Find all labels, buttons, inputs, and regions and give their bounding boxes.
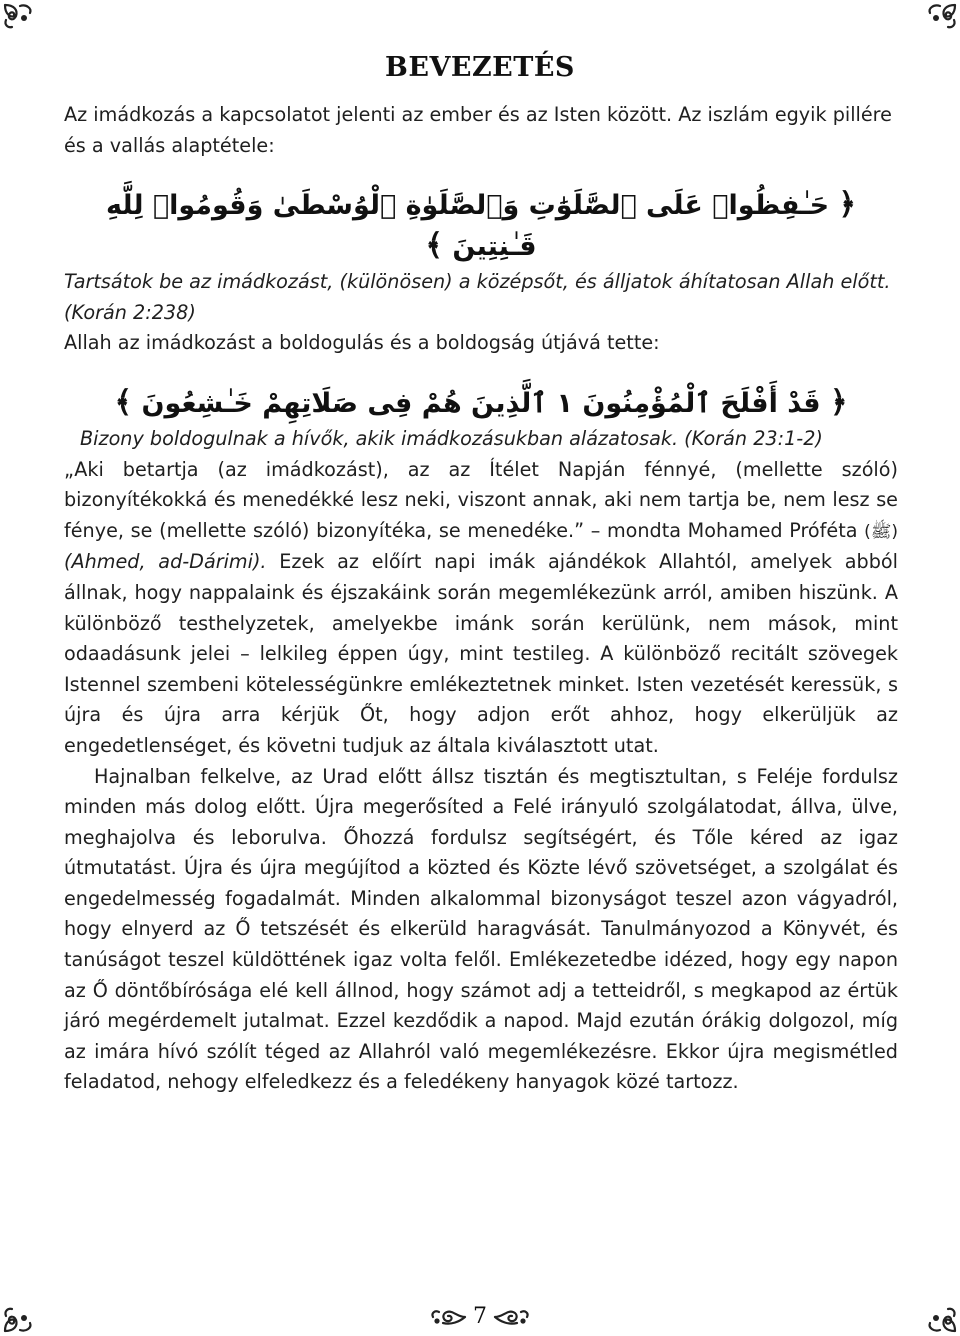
paragraph: Allah az imádkozást a boldogulás és a boldogság útjává tette: xyxy=(64,331,660,355)
paragraph: Hajnalban felkelve, az Urad előtt állsz tisztán és megtisztultan, s Feléje fordulsz minden más dolog előtt. Újra megerősíted a Felé irányuló szolgálatodat, állva, ülve, meghajolva és leborulva. Őhozzá fordulsz segítségért, és Tőle kéred az igaz útmutatást. Újra és újra megújítod a közted és Közte lévő szövetséget, a szolgálat és engedelmesség fogadalmát. Minden alkalommal bizonyságot teszel azon vágyadról, hogy elnyerd az Ő tetszését és elkerüld haragvását. Tanulmányozod a Könyvét, és tanúságot teszel küldöttének igaz volta felől. Emlékezetedbe idézed, hogy egy napon az Ő döntőbírósága elé kell állnod, hogy számot adj a tetteidről, s megkapod az értük járó megérdemelt jutalmat. Ezzel kezdődik a napod. Majd ezután órákig dolgozol, míg az imára hívó szólít téged az Allahról való megemlékezésre. Ekkor újra megismétled feladatod, nehogy elfeledkezz és a feledékeny hanyagok közé tartozz. xyxy=(64,764,898,1094)
verse-open-bracket: ﴿ xyxy=(829,384,848,420)
verse-open-bracket: ﴿ xyxy=(838,187,857,223)
verse-translation: Bizony boldogulnak a hívők, akik imádkozásukban alázatosak. (Korán 23:1-2) xyxy=(80,426,823,450)
page-number: 7 xyxy=(473,1304,487,1329)
intro-paragraph: Az imádkozás a kapcsolatot jelenti az ember és az Isten között. Az iszlám egyik pillére és a vallás alaptétele: xyxy=(64,103,892,157)
verse-text: قَدْ أَفْلَحَ ٱلْمُؤْمِنُونَ ١ ٱلَّذِينَ هُمْ فِى صَلَاتِهِمْ خَـٰشِعُونَ xyxy=(141,387,821,419)
corner-flourish-icon xyxy=(2,2,38,30)
floral-flourish-icon xyxy=(493,1306,531,1328)
paragraph-text: Ezek az előírt napi imák ajándékok Allahtól, amelyek abból állnak, hogy nappalaink és éjszakáink során megemlékezünk arról, amiben hiszünk. A különböző testhelyzetek, amelyekbe imánk során kerülünk, nem mások, mint odaadásunk jelei – lelkileg éppen úgy, mint testileg. A különböző recitált szövegek Istennel szembeni kötelességünkre emlékeztetnek minket. Isten vezetését keressük, s újra és újra arra kérjük Őt, hogy adjon erőt ahhoz, hogy elkerüljük az engedetlenséget, és követni tudjuk az általa kiválasztott utat. xyxy=(64,550,898,757)
quran-verse-arabic xyxy=(64,383,898,424)
hadith-quote: „Aki betartja (az imádkozást), az az Ítélet Napján fénnyé, (mellette szóló) bizonyítékokká és menedékké lesz neki, viszont annak, aki nem tartja be, nem lesz se fénye, se (mellette szóló) bizonyítéka, se menedéke.” – mondta Mohamed Próféta xyxy=(64,457,898,542)
page-title: BEVEZETÉS xyxy=(385,52,575,84)
page-content xyxy=(64,100,898,1098)
verse-close-bracket: ﴾ xyxy=(114,384,133,420)
corner-flourish-icon xyxy=(922,2,958,30)
hadith-paragraph xyxy=(64,455,898,762)
verse-translation: Tartsátok be az imádkozást, (különösen) a középsőt, és álljatok áhítatosan Allah előtt. (Korán 2:238) xyxy=(64,270,891,324)
floral-flourish-icon xyxy=(429,1306,467,1328)
verse-text: حَـٰفِظُوا۟ عَلَى ٱلصَّلَوَٰتِ وَٱلصَّلَوٰةِ ٱلْوُسْطَىٰ وَقُومُوا۟ لِلَّهِ قَـٰنِتِينَ xyxy=(105,190,830,263)
honorific-symbol: (ﷺ) xyxy=(864,521,898,542)
hadith-source: (Ahmed, ad-Dárimi). xyxy=(64,550,267,574)
quran-verse-arabic xyxy=(64,185,898,267)
verse-close-bracket: ﴾ xyxy=(425,228,443,264)
page-footer xyxy=(0,1304,960,1329)
